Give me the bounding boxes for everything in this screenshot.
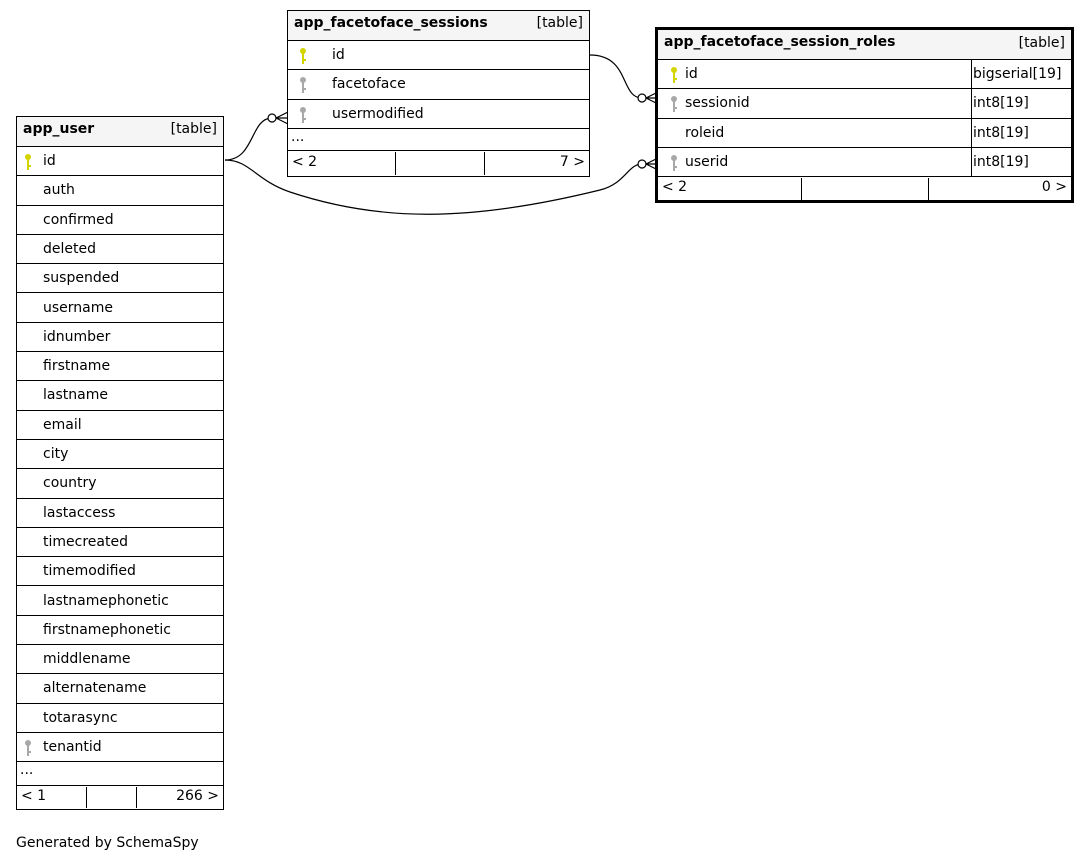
edge-sessions-roles bbox=[590, 55, 642, 98]
column-row-lastname[interactable] bbox=[17, 381, 223, 410]
column-row-firstname[interactable] bbox=[17, 352, 223, 381]
column-name: id bbox=[685, 66, 698, 82]
column-divider bbox=[971, 89, 972, 117]
column-row-lastnamephonetic[interactable] bbox=[17, 587, 223, 616]
column-row-confirmed[interactable] bbox=[17, 206, 223, 235]
column-row-usermodified[interactable] bbox=[288, 100, 589, 129]
column-row-middlename[interactable] bbox=[17, 645, 223, 674]
footer-divider bbox=[136, 787, 137, 808]
column-name: lastnamephonetic bbox=[43, 592, 169, 609]
column-name: deleted bbox=[43, 240, 96, 257]
foreign-key-icon bbox=[296, 76, 310, 94]
table-name: app_facetoface_session_roles bbox=[664, 34, 896, 50]
column-row-timemodified[interactable] bbox=[17, 557, 223, 586]
footer-divider bbox=[928, 178, 929, 200]
parents-count[interactable]: < 1 bbox=[21, 788, 47, 804]
children-count[interactable]: 7 > bbox=[559, 154, 585, 170]
column-row-tenantid[interactable] bbox=[17, 733, 223, 762]
column-name: city bbox=[43, 446, 69, 462]
column-divider bbox=[971, 119, 972, 147]
column-name: alternatename bbox=[43, 680, 147, 697]
column-name: totarasync bbox=[43, 709, 118, 726]
table-header bbox=[17, 117, 223, 147]
column-name: confirmed bbox=[43, 211, 114, 228]
children-count[interactable]: 266 > bbox=[176, 788, 219, 804]
column-name: id bbox=[43, 153, 56, 169]
column-row-username[interactable] bbox=[17, 294, 223, 323]
column-row-alternatename[interactable] bbox=[17, 674, 223, 703]
column-row-country[interactable] bbox=[17, 469, 223, 498]
column-name: username bbox=[43, 299, 113, 316]
table-header bbox=[288, 11, 589, 41]
table-app-facetoface-session-roles[interactable] bbox=[655, 27, 1074, 203]
table-app-facetoface-sessions[interactable] bbox=[287, 10, 590, 177]
column-type: int8[19] bbox=[973, 95, 1029, 112]
generated-by-footer: Generated by SchemaSpy bbox=[16, 835, 199, 851]
footer-divider bbox=[801, 178, 802, 200]
column-name: country bbox=[43, 475, 97, 492]
column-name: suspended bbox=[43, 270, 120, 287]
column-name: id bbox=[332, 47, 345, 63]
column-row-idnumber[interactable] bbox=[17, 323, 223, 352]
parents-count[interactable]: < 2 bbox=[662, 179, 688, 195]
column-name: idnumber bbox=[43, 328, 111, 345]
footer-divider bbox=[395, 152, 396, 175]
primary-key-icon bbox=[21, 153, 35, 171]
column-name: roleid bbox=[685, 124, 725, 141]
parents-count[interactable]: < 2 bbox=[292, 154, 318, 170]
column-name: tenantid bbox=[43, 739, 102, 755]
foreign-key-icon bbox=[667, 154, 681, 172]
column-row-facetoface[interactable] bbox=[288, 70, 589, 99]
table-footer bbox=[288, 151, 589, 176]
table-name: app_facetoface_sessions bbox=[294, 15, 488, 31]
footer-divider bbox=[86, 787, 87, 808]
column-type: bigserial[19] bbox=[973, 66, 1062, 82]
column-name: firstnamephonetic bbox=[43, 621, 171, 638]
column-row-sessionid[interactable] bbox=[658, 89, 1071, 118]
column-name: middlename bbox=[43, 651, 131, 668]
column-row-email[interactable] bbox=[17, 411, 223, 440]
column-name: sessionid bbox=[685, 95, 750, 112]
table-header bbox=[658, 30, 1071, 60]
table-kind: [table] bbox=[170, 121, 217, 137]
column-divider bbox=[971, 60, 972, 88]
table-name: app_user bbox=[23, 121, 95, 137]
foreign-key-icon bbox=[296, 106, 310, 124]
column-name: facetoface bbox=[332, 76, 406, 93]
edge-user-sessions bbox=[225, 118, 272, 160]
column-row-timecreated[interactable] bbox=[17, 528, 223, 557]
column-name: email bbox=[43, 416, 82, 433]
edge-user-sessions-zero bbox=[268, 114, 276, 122]
column-name: timecreated bbox=[43, 533, 128, 550]
children-count[interactable]: 0 > bbox=[1041, 179, 1067, 195]
column-divider bbox=[971, 148, 972, 176]
column-row-roleid[interactable] bbox=[658, 119, 1071, 148]
column-row-city[interactable] bbox=[17, 440, 223, 469]
table-footer bbox=[17, 786, 223, 809]
table-kind: [table] bbox=[1018, 35, 1065, 51]
table-kind: [table] bbox=[536, 15, 583, 31]
table-footer bbox=[658, 177, 1071, 201]
column-name: userid bbox=[685, 153, 729, 170]
column-row-id[interactable] bbox=[288, 41, 589, 70]
column-name: usermodified bbox=[332, 105, 424, 122]
more-columns-ellipsis: ... bbox=[17, 762, 223, 786]
column-row-firstnamephonetic[interactable] bbox=[17, 616, 223, 645]
column-row-suspended[interactable] bbox=[17, 264, 223, 293]
column-name: lastname bbox=[43, 387, 108, 404]
column-row-lastaccess[interactable] bbox=[17, 499, 223, 528]
column-name: auth bbox=[43, 182, 75, 199]
footer-divider bbox=[484, 152, 485, 175]
column-type: int8[19] bbox=[973, 124, 1029, 141]
column-name: lastaccess bbox=[43, 504, 116, 521]
more-columns-ellipsis: ... bbox=[288, 129, 589, 151]
column-type: int8[19] bbox=[973, 153, 1029, 170]
edge-sessions-roles-zero bbox=[638, 94, 646, 102]
column-row-deleted[interactable] bbox=[17, 235, 223, 264]
primary-key-icon bbox=[667, 66, 681, 84]
column-name: timemodified bbox=[43, 563, 136, 580]
foreign-key-icon bbox=[667, 95, 681, 113]
foreign-key-icon bbox=[21, 739, 35, 757]
table-app-user[interactable] bbox=[16, 116, 224, 810]
column-row-id[interactable] bbox=[17, 147, 223, 176]
edge-user-roles-zero bbox=[638, 160, 646, 168]
column-name: firstname bbox=[43, 358, 111, 375]
column-row-auth[interactable] bbox=[17, 176, 223, 205]
column-row-id[interactable] bbox=[658, 60, 1071, 89]
column-row-totarasync[interactable] bbox=[17, 704, 223, 733]
column-row-userid[interactable] bbox=[658, 148, 1071, 177]
primary-key-icon bbox=[296, 47, 310, 65]
